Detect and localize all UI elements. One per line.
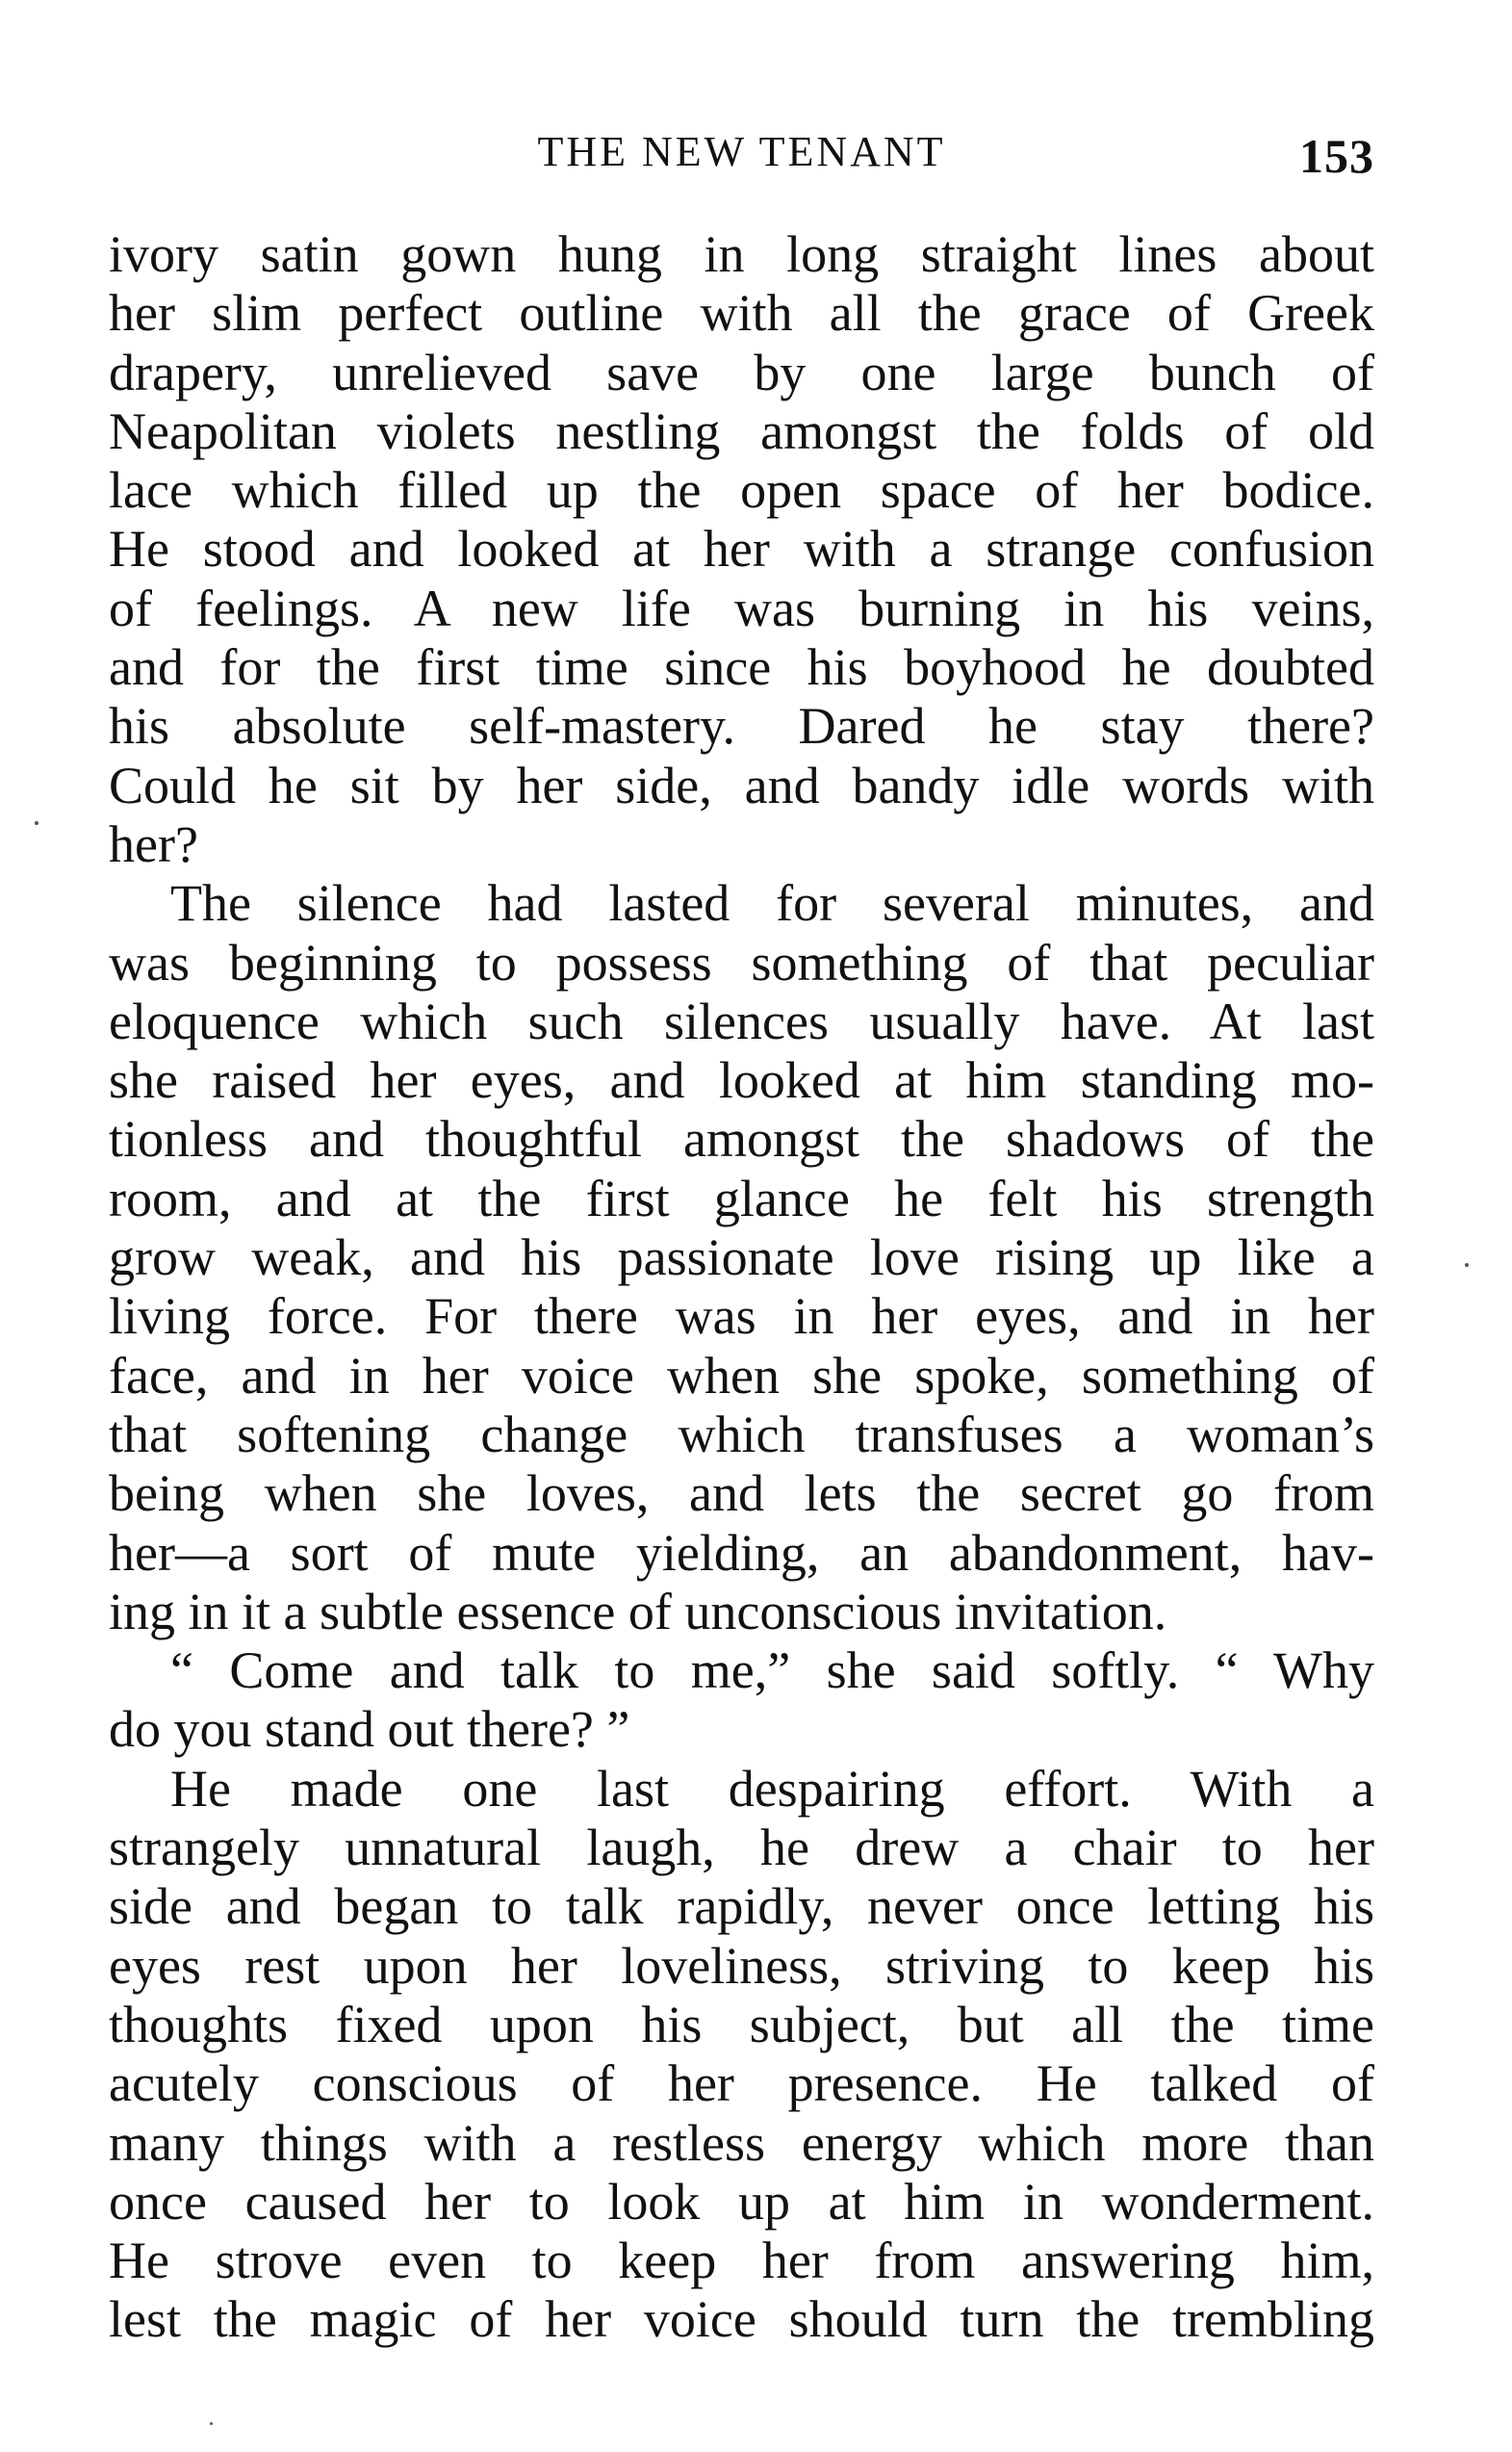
paragraph bbox=[109, 1641, 1374, 1760]
text-line: do you stand out there? ” bbox=[109, 1700, 630, 1759]
text-line: Could he sit by her side, and bandy idle words with bbox=[109, 756, 1374, 814]
text-line: strangely unnatural laugh, he drew a chair to her bbox=[109, 1819, 1374, 1877]
page-speck bbox=[1465, 1263, 1469, 1267]
text-line: ing in it a subtle essence of unconscious invitation. bbox=[109, 1582, 1167, 1640]
paragraph bbox=[109, 225, 1374, 874]
text-line: acutely conscious of her presence. He talked of bbox=[109, 2054, 1374, 2113]
text-line: Neapolitan violets nestling amongst the folds of old bbox=[109, 401, 1374, 460]
text-line: drapery, unrelieved save by one large bunch of bbox=[109, 343, 1374, 401]
text-line: was beginning to possess something of that peculiar bbox=[109, 933, 1374, 992]
text-line: living force. For there was in her eyes, and in her bbox=[109, 1287, 1374, 1346]
text-line: her? bbox=[109, 814, 198, 873]
paragraph bbox=[109, 874, 1374, 1641]
text-line: eyes rest upon her loveliness, striving to keep his bbox=[109, 1936, 1374, 1995]
page-header bbox=[109, 123, 1374, 181]
text-line: that softening change which transfuses a woman’s bbox=[109, 1405, 1374, 1463]
page-speck bbox=[210, 2422, 213, 2425]
text-line: being when she loves, and lets the secret go from bbox=[109, 1464, 1374, 1523]
text-line: face, and in her voice when she spoke, something of bbox=[109, 1346, 1374, 1405]
running-title: THE NEW TENANT bbox=[537, 128, 946, 175]
text-line: her slim perfect outline with all the grace of Greek bbox=[109, 284, 1374, 343]
text-line: many things with a restless energy which more than bbox=[109, 2113, 1374, 2172]
text-line: of feelings. A new life was burning in his veins, bbox=[109, 579, 1374, 637]
text-line: The silence had lasted for several minutes, and bbox=[170, 874, 1374, 933]
body-text bbox=[109, 225, 1374, 2350]
text-line: lace which filled up the open space of her bodice. bbox=[109, 461, 1374, 520]
text-line: He stood and looked at her with a strange confusion bbox=[109, 520, 1374, 579]
paragraph bbox=[109, 1760, 1374, 2350]
page-number: 153 bbox=[1299, 129, 1374, 183]
text-line: once caused her to look up at him in wonderment. bbox=[109, 2172, 1374, 2231]
text-line: grow weak, and his passionate love rising up like a bbox=[109, 1228, 1374, 1287]
text-line: eloquence which such silences usually have. At last bbox=[109, 992, 1374, 1050]
text-line: she raised her eyes, and looked at him standing mo- bbox=[109, 1051, 1374, 1110]
text-line: side and began to talk rapidly, never once letting his bbox=[109, 1877, 1374, 1936]
text-line: room, and at the first glance he felt his strength bbox=[109, 1169, 1374, 1227]
text-line: lest the magic of her voice should turn the trembling bbox=[109, 2290, 1374, 2349]
text-line: his absolute self-mastery. Dared he stay there? bbox=[109, 697, 1374, 756]
text-line: He made one last despairing effort. With a bbox=[170, 1759, 1374, 1818]
text-line: tionless and thoughtful amongst the shadows of the bbox=[109, 1110, 1374, 1169]
text-line: thoughts fixed upon his subject, but all the time bbox=[109, 1995, 1374, 2053]
text-line: her—a sort of mute yielding, an abandonment, hav- bbox=[109, 1523, 1374, 1582]
text-line: “ Come and talk to me,” she said softly. “ Why bbox=[170, 1641, 1374, 1700]
text-line: He strove even to keep her from answering him, bbox=[109, 2232, 1374, 2290]
page-speck bbox=[35, 821, 38, 825]
text-line: and for the first time since his boyhood he doubted bbox=[109, 638, 1374, 697]
text-line: ivory satin gown hung in long straight lines about bbox=[109, 225, 1374, 283]
